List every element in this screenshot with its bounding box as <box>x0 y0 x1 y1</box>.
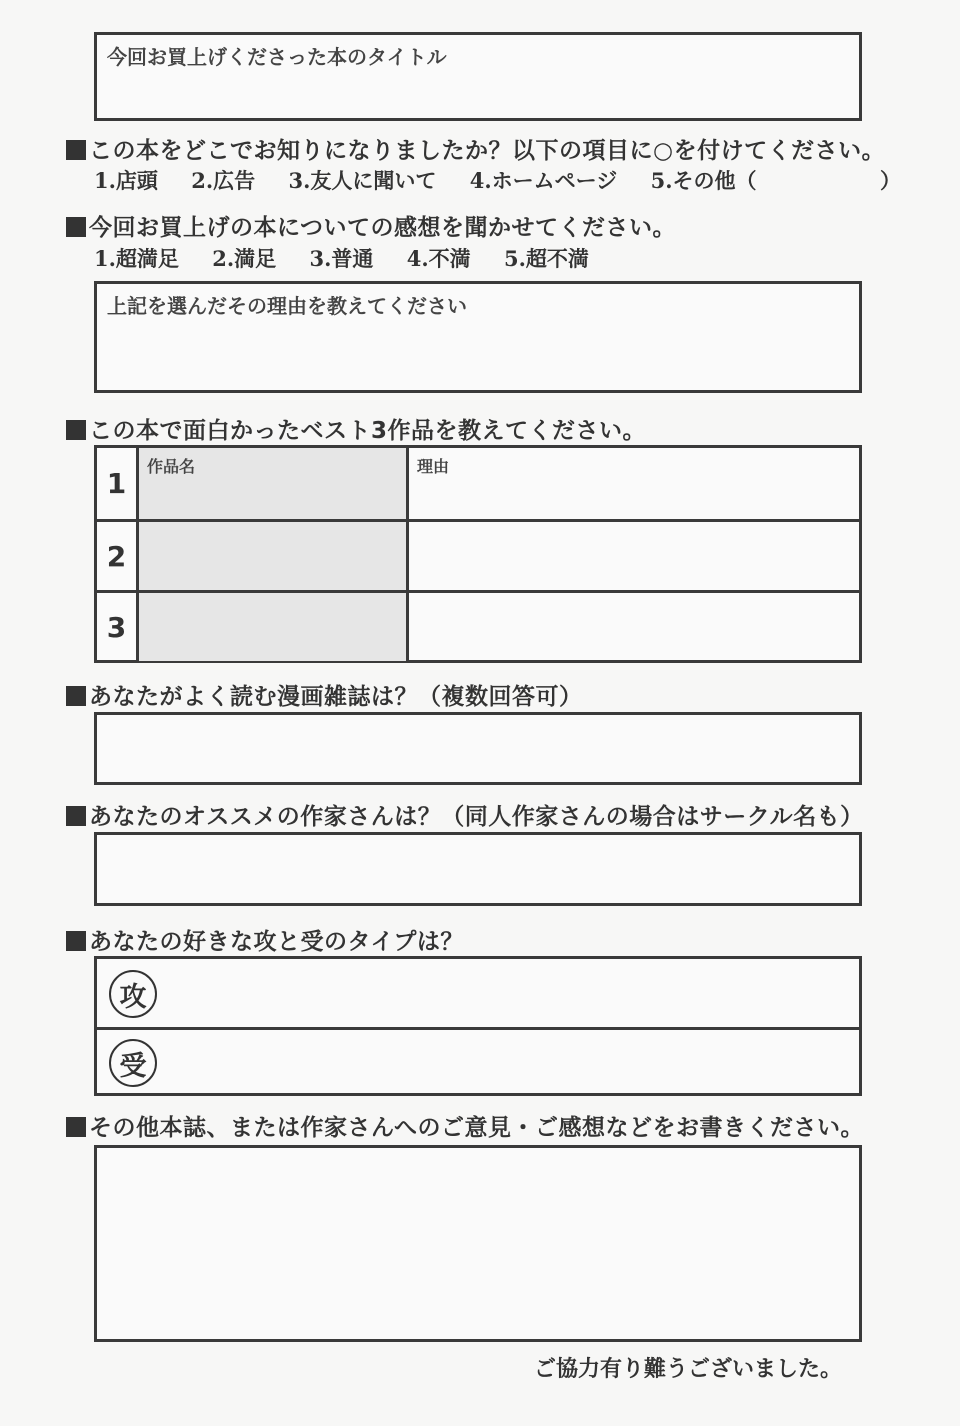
square-bullet-icon <box>66 931 86 951</box>
book-title-label: 今回お買上げくださった本のタイトル <box>107 45 447 69</box>
q7-heading: その他本誌、または作家さんへのご意見・ご感想などをお書きください。 <box>66 1109 864 1142</box>
seme-field[interactable] <box>97 959 859 1030</box>
square-bullet-icon <box>66 420 86 440</box>
author-field[interactable] <box>94 832 862 906</box>
seme-uke-box <box>94 956 862 1096</box>
q2-heading: 今回お買上げの本についての感想を聞かせてください。 <box>66 209 676 242</box>
magazine-field[interactable] <box>94 712 862 785</box>
row-number: 1 <box>97 448 139 519</box>
reason-cell[interactable] <box>409 593 859 661</box>
reason-cell[interactable] <box>409 522 859 590</box>
q1-option[interactable]: 1.店頭 <box>94 168 158 193</box>
table-row <box>97 448 859 519</box>
q1-option[interactable]: 5.その他（ <box>650 168 757 193</box>
square-bullet-icon <box>66 1117 86 1137</box>
q2-option[interactable]: 5.超不満 <box>504 246 589 271</box>
table-row <box>97 519 859 590</box>
q2-options <box>94 243 615 273</box>
q1-close-paren: ） <box>880 168 901 193</box>
q6-heading: あなたの好きな攻と受のタイプは？ <box>66 923 464 956</box>
comments-field[interactable] <box>94 1145 862 1342</box>
q1-option[interactable]: 2.広告 <box>191 168 256 193</box>
q4-heading: あなたがよく読む漫画雑誌は？（複数回答可） <box>66 678 583 711</box>
row-number: 3 <box>97 593 139 661</box>
work-title-cell[interactable] <box>139 593 409 661</box>
work-title-cell[interactable] <box>139 448 409 519</box>
row-number: 2 <box>97 522 139 590</box>
reason-cell[interactable] <box>409 448 859 519</box>
reason-field[interactable] <box>94 281 862 393</box>
q2-option[interactable]: 1.超満足 <box>94 246 179 271</box>
reason-col-label: 理由 <box>417 457 450 476</box>
q1-options <box>94 165 783 195</box>
q2-option[interactable]: 2.満足 <box>212 246 277 271</box>
square-bullet-icon <box>66 806 86 826</box>
square-bullet-icon <box>66 140 86 160</box>
q1-option[interactable]: 3.友人に聞いて <box>288 168 437 193</box>
uke-circle-icon: 受 <box>109 1039 157 1087</box>
q2-option[interactable]: 4.不満 <box>406 246 471 271</box>
reason-label: 上記を選んだその理由を教えてください <box>107 294 467 318</box>
q5-heading: あなたのオススメの作家さんは？（同人作家さんの場合はサークル名も） <box>66 798 864 831</box>
q2-option[interactable]: 3.普通 <box>309 246 374 271</box>
work-title-cell[interactable] <box>139 522 409 590</box>
square-bullet-icon <box>66 686 86 706</box>
table-row <box>97 590 859 661</box>
q1-option[interactable]: 4.ホームページ <box>469 168 618 193</box>
best3-table <box>94 445 862 663</box>
seme-circle-icon: 攻 <box>109 970 157 1018</box>
q3-heading: この本で面白かったベスト3作品を教えてください。 <box>66 412 646 445</box>
square-bullet-icon <box>66 217 86 237</box>
thanks-message: ご協力有り難うございました。 <box>534 1357 843 1382</box>
uke-field[interactable] <box>97 1030 859 1093</box>
book-title-field[interactable] <box>94 32 862 121</box>
work-title-label: 作品名 <box>147 457 196 476</box>
q1-heading: この本をどこでお知りになりましたか？以下の項目に○を付けてください。 <box>66 132 885 165</box>
